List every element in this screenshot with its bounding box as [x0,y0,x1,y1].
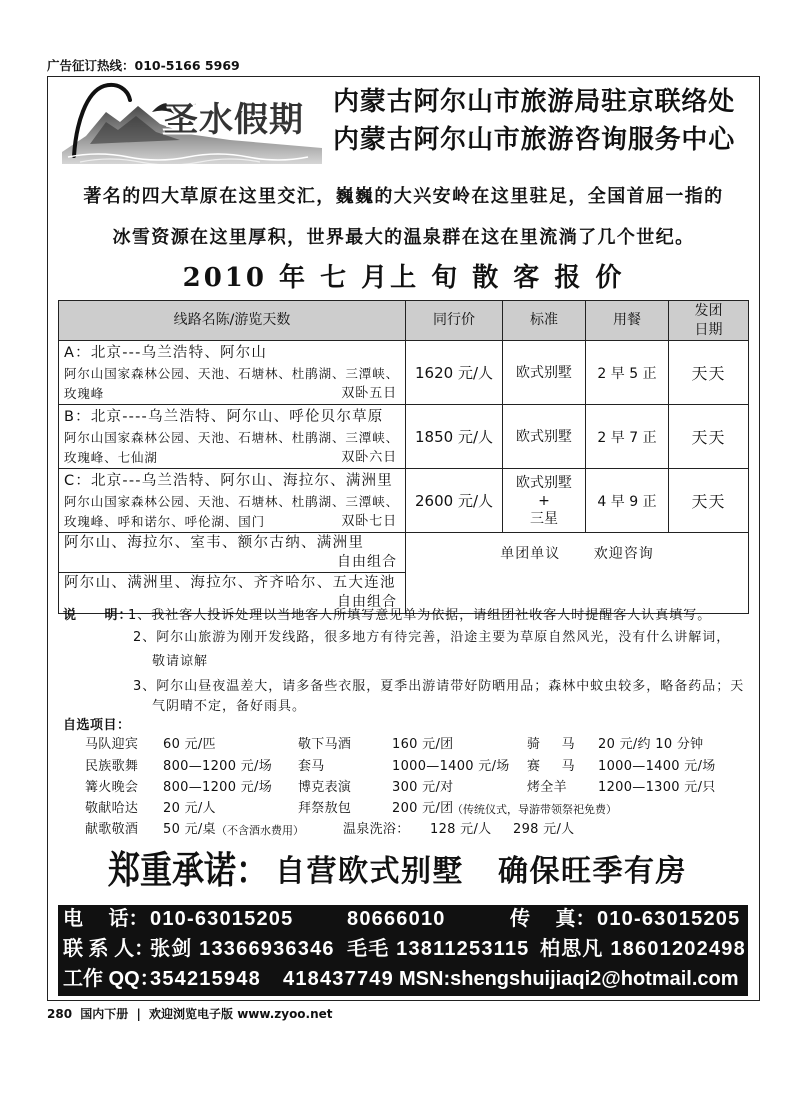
option-name: 烤全羊 [527,780,567,795]
header-departure-line1: 发团 [694,302,723,319]
table-row-custom [59,533,749,573]
option-name: 篝火晚会 [85,780,139,795]
table-header-row [59,301,749,341]
page-title: 2010 年 七 月上 旬 散 客 报 价 [182,263,625,293]
option-price: 1000—1400 元/场 [392,759,510,774]
route-title: A：北京---乌兰浩特、阿尔山 [64,345,268,361]
route-sites: 阿尔山国家森林公园、天池、石塘林、杜鹃湖、三潭峡、 [64,494,400,509]
slogan-part-1: 自营欧式别墅 [275,854,464,889]
option-name: 温泉洗浴： [343,822,410,837]
price-cell [406,341,503,405]
custom-route-cell [59,533,406,573]
table-row [59,341,749,405]
contact-phone-line [58,905,748,933]
msn-address: MSN:shengshuijiaqi2@hotmail.com [399,968,739,990]
ad-hotline: 广告征订热线：010-5166 5969 [47,58,240,73]
header-standard: 标准 [503,301,586,341]
option-name: 民族歌舞 [85,759,139,774]
departure-cell [669,469,749,533]
departure-value: 天天 [691,428,726,447]
departure-value: 天天 [691,492,726,511]
option-name: 敬下马酒 [298,737,352,752]
header-departure-line2: 日期 [694,321,723,338]
custom-note: 自由组合 [337,594,397,610]
departure-cell [669,341,749,405]
footer-text: 欢迎浏览电子版 www.zyoo.net [149,1007,333,1021]
option-price: 800—1200 元/场 [163,780,273,795]
price-cell [406,469,503,533]
option-price-alt: 298 元/人 [513,822,575,837]
table-row [59,405,749,469]
route-title: C：北京---乌兰浩特、阿尔山、海拉尔、满洲里 [64,473,393,489]
departure-value: 天天 [691,364,726,383]
route-sites: 阿尔山国家森林公园、天池、石塘林、杜鹃湖、三潭峡、 [64,430,400,445]
price-value: 1620 元/人 [415,364,493,382]
footer-section: 国内下册 [80,1007,129,1021]
route-title: B：北京----乌兰浩特、阿尔山、呼伦贝尔草原 [64,409,384,425]
standard-value: 欧式别墅 [516,364,572,381]
option-price: 800—1200 元/场 [163,759,273,774]
footer-separator: | [136,1007,141,1021]
route-sites-tail: 玫瑰峰、七仙湖 [64,450,158,465]
option-price: 200 元/团 [392,801,454,816]
phone-label: 电 话： [63,908,149,930]
option-name: 敬献哈达 [85,801,139,816]
qq-number-2: 418437749 [283,968,394,990]
option-name: 拜祭敖包 [298,801,352,816]
note-item-2: 2、阿尔山旅游为刚开发线路，很多地方有待完善，沿途主要为草原自然风光，没有什么讲解词， [133,630,731,645]
route-cell [59,405,406,469]
phone-number-1: 010-63015205 [150,908,294,930]
phone-number-2: 80666010 [347,908,446,930]
intro-line-2: 冰雪资源在这里厚积，世界最大的温泉群在这在里流淌了几个世纪。 [112,227,695,248]
route-sites: 阿尔山国家森林公园、天池、石塘林、杜鹃湖、三潭峡、 [64,366,400,381]
page-number: 280 [47,1007,73,1021]
option-name: 献歌敬酒 [85,822,139,837]
route-sites-tail: 玫瑰峰、呼和诺尔、呼伦湖、国门 [64,514,266,529]
option-price: 128 元/人 [430,822,492,837]
option-price: 1000—1400 元/场 [598,759,716,774]
option-note: （传统仪式，导游带领祭祀免费） [452,803,617,816]
fax-label: 传 真： [510,908,596,930]
contact-label: 联 系 人： [63,938,155,960]
contact-online-line [58,965,748,993]
departure-cell [669,405,749,469]
note-item-3: 3、阿尔山昼夜温差大，请多备些衣服，夏季出游请带好防晒用品；森林中蚊虫较多，略备药品；天 [133,679,745,694]
header-meals: 用餐 [586,301,669,341]
route-duration: 双卧七日 [341,514,397,529]
meals-cell: 4 早 9 正 [586,469,669,533]
option-price: 60 元/匹 [163,737,216,752]
custom-route: 阿尔山、满洲里、海拉尔、齐齐哈尔、五大连池 [64,575,396,591]
option-name: 博克表演 [298,780,352,795]
meals-cell: 2 早 5 正 [586,341,669,405]
intro-line-1: 著名的四大草原在这里交汇，巍巍的大兴安岭在这里驻足，全国首屈一指的 [83,186,724,207]
custom-info-cell [406,533,749,614]
header-departure [669,301,749,341]
option-price: 300 元/对 [392,780,454,795]
route-cell [59,341,406,405]
route-cell [59,469,406,533]
note-item-3-cont: 气阴晴不定，备好雨具。 [152,699,307,714]
standard-extra: 三星 [530,510,558,527]
option-name-text: 马队迎宾 [85,737,139,752]
standard-cell [503,469,586,533]
qq-label: 工作 QQ： [63,968,160,990]
custom-route: 阿尔山、海拉尔、室韦、额尔古纳、满洲里 [64,535,365,551]
option-price: 1200—1300 元/只 [598,780,716,795]
custom-info-part1: 单团单议 [500,546,561,562]
custom-info-part2: 欢迎咨询 [593,546,654,562]
header-line-1: 内蒙古阿尔山市旅游局驻京联络处 [333,87,736,117]
option-name: 套马 [298,759,325,774]
standard-cell [503,341,586,405]
header-price: 同行价 [406,301,503,341]
option-name [85,736,138,754]
route-sites-last [64,448,397,468]
logo [60,78,322,164]
meals-cell: 2 早 7 正 [586,405,669,469]
route-sites-last [64,512,397,532]
option-note: （不含酒水费用） [216,824,304,837]
qq-number-1: 354215948 [150,968,261,990]
custom-note: 自由组合 [337,554,397,570]
contact-person: 张剑 13366936346 [150,938,335,960]
route-sites-last [64,384,397,404]
standard-value: 欧式别墅 [516,428,572,445]
price-value: 2600 元/人 [415,492,493,510]
fax-number: 010-63015205 [597,908,741,930]
price-value: 1850 元/人 [415,428,493,446]
contact-box [58,905,748,996]
options-label: 自选项目： [63,718,131,733]
standard-value: 欧式别墅 [516,474,572,491]
option-name: 赛 马 [527,759,575,774]
header-line-2: 内蒙古阿尔山市旅游咨询服务中心 [333,125,736,155]
note-item-1: 1、我社客人投诉处理以当地客人所填写意见单为依据，请组团社收客人时提醒客人认真填写。 [128,608,712,623]
note-item-2-cont: 敬请谅解 [152,654,209,669]
route-duration: 双卧六日 [341,450,397,465]
slogan-part-2: 确保旺季有房 [498,854,687,889]
logo-text: 圣水假期 [164,100,304,140]
table-row [59,469,749,533]
option-name: 骑 马 [527,737,575,752]
header-route: 线路名陈/游览天数 [59,301,406,341]
price-cell [406,405,503,469]
page-footer [47,1006,337,1022]
slogan-lead: 郑重承诺： [108,847,269,893]
contact-person: 毛毛 13811253115 [347,938,530,960]
option-price: 20 元/约 10 分钟 [598,737,704,752]
standard-cell [503,405,586,469]
contact-person: 柏思凡 18601202498 [540,938,746,960]
standard-plus: + [538,492,550,509]
route-sites-tail: 玫瑰峰 [64,386,105,401]
option-price: 50 元/桌 [163,822,216,837]
notes-label: 说 明： [63,608,133,623]
route-duration: 双卧五日 [341,386,397,401]
price-table [58,300,749,614]
option-price: 160 元/团 [392,737,454,752]
contact-person-line [58,935,748,963]
option-price: 20 元/人 [163,801,216,816]
